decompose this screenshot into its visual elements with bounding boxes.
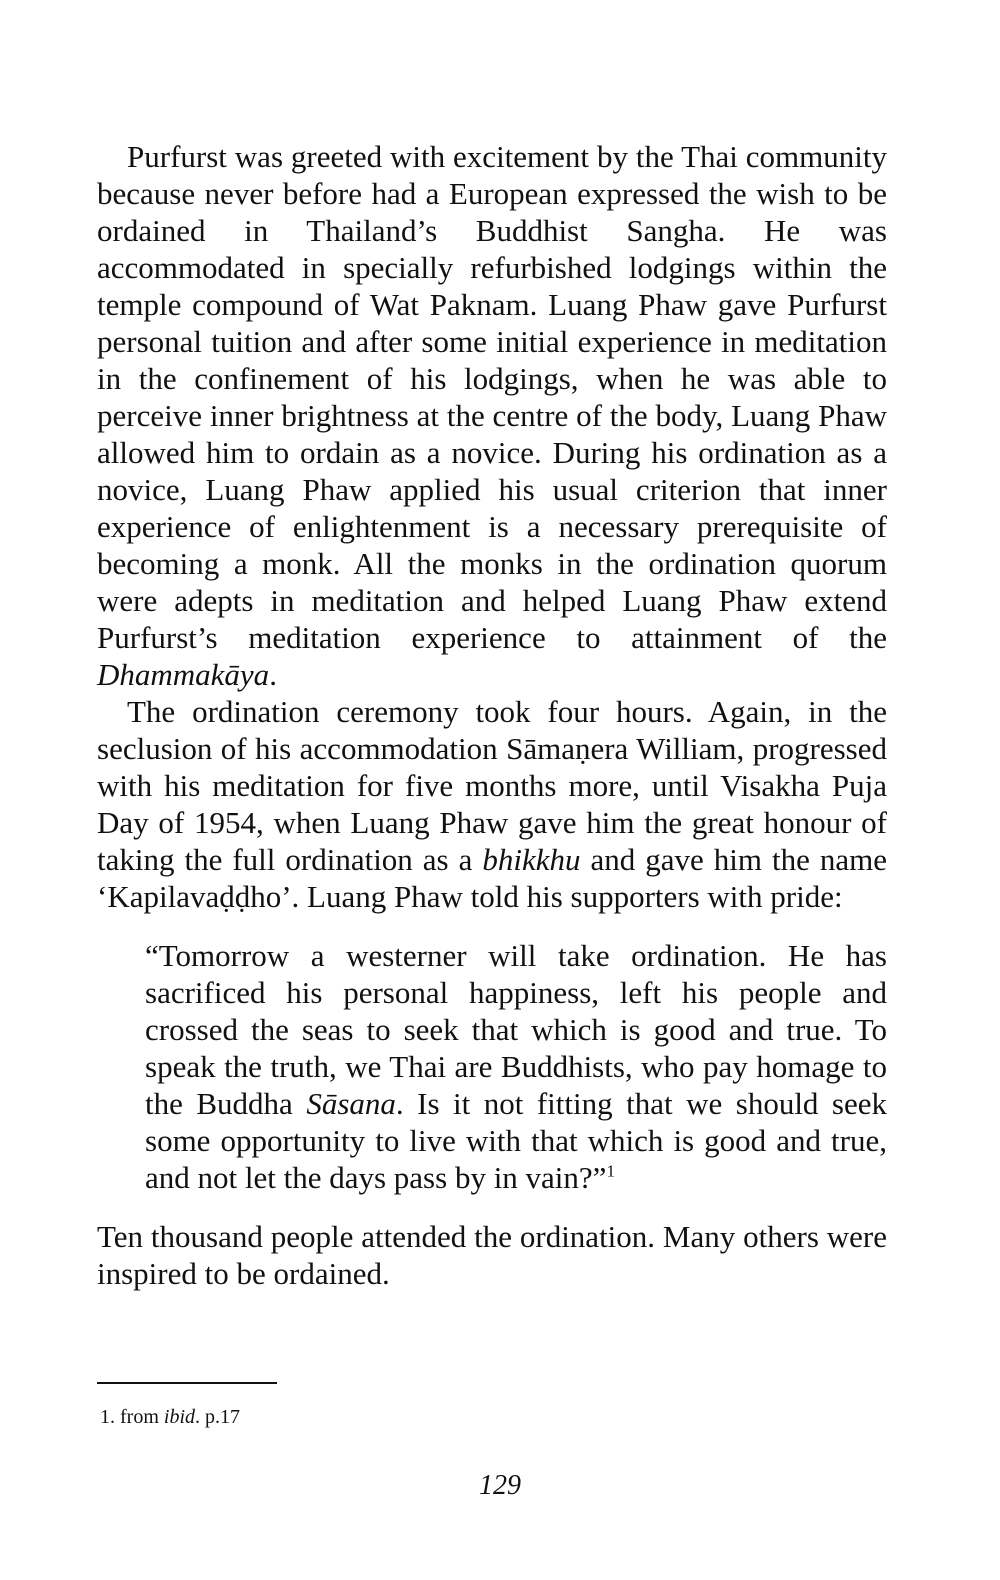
page-number: 129 xyxy=(479,1470,521,1501)
term-dhammakaya: Dhammakāya xyxy=(97,657,270,692)
block-quote xyxy=(145,937,887,1196)
paragraph-2-text-a: The ordination ceremony took four hours. Again, in the seclusion of his accommodation Sāmaṇera William, progressed with his meditation for five months more, until Visakha Puja Day of 1954, when Luang Phaw gave him the great honour of taking the full ordination as a xyxy=(97,694,887,877)
quote-text-b: . Is it not fitting that we should seek some opportunity to live with that which is good and true, and not let the days pass by in vain?” xyxy=(145,1086,888,1195)
footnote-prefix: 1. from xyxy=(100,1406,159,1428)
term-bhikkhu: bhikkhu xyxy=(482,842,581,877)
term-sasana: Sāsana xyxy=(306,1086,396,1121)
paragraph-1 xyxy=(97,138,887,693)
paragraph-2 xyxy=(97,693,887,915)
footnote xyxy=(100,1404,240,1430)
paragraph-1-end: . xyxy=(269,657,277,692)
footnote-divider xyxy=(97,1382,277,1384)
paragraph-2-text-b: and gave him the name ‘Kapilavaḍḍho’. Luang Phaw told his supporters with pride: xyxy=(97,842,887,914)
quote-text-a: “Tomorrow a westerner will take ordination. He has sacrificed his personal happiness, left his people and crossed the seas to seek that which is good and true. To speak the truth, we Thai are Buddhists, who pay homage to the Buddha xyxy=(145,938,887,1121)
paragraph-1-text: Purfurst was greeted with excitement by the Thai community because never before had a European expressed the wish to be ordained in Thailand’s Buddhist Sangha. He was accommodated in specially refurbished lodgings within the temple compound of Wat Paknam. Luang Phaw gave Purfurst personal tuition and after some initial experience in meditation in the confinement of his lodgings, when he was able to perceive inner brightness at the centre of the body, Luang Phaw allowed him to ordain as a novice. During his ordination as a novice, Luang Phaw applied his usual criterion that inner experience of enlightenment is a necessary prerequisite of becoming a monk. All the monks in the ordination quorum were adepts in meditation and helped Luang Phaw extend Purfurst’s meditation experience to attainment of the xyxy=(97,139,887,655)
paragraph-3: Ten thousand people attended the ordination. Many others were inspired to be ordained. xyxy=(97,1219,887,1291)
footnote-source: ibid xyxy=(163,1406,196,1428)
footnote-suffix: . p.17 xyxy=(195,1406,241,1428)
footnote-marker: 1 xyxy=(606,1161,615,1181)
page-body xyxy=(97,138,887,1292)
